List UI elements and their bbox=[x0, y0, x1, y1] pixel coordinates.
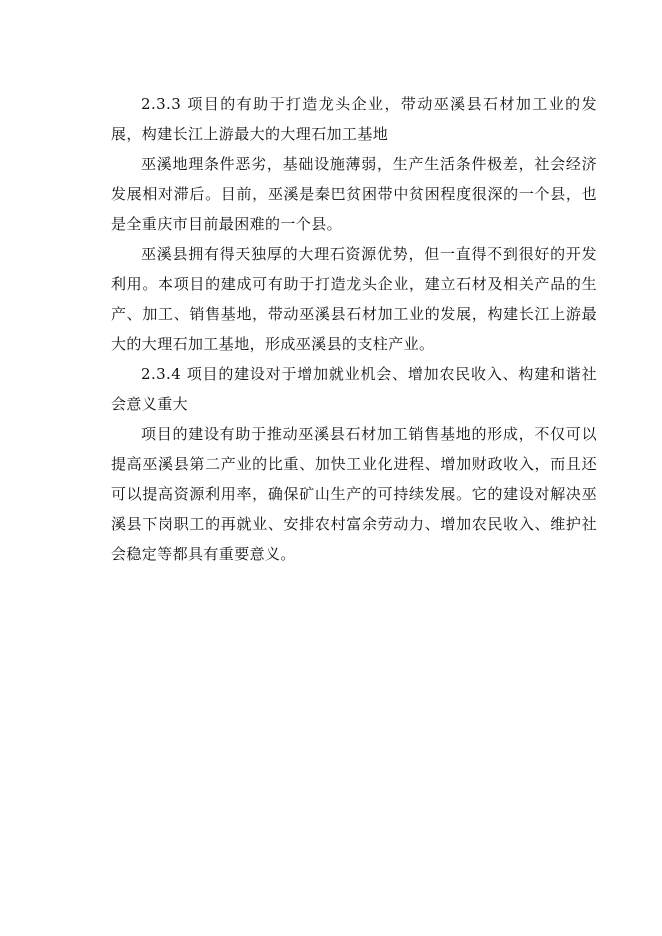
paragraph-marble-resources: 巫溪县拥有得天独厚的大理石资源优势，但一直得不到很好的开发利用。本项目的建成可有助于打造龙头企业，建立石材及相关产品的生产、加工、销售基地，带动巫溪县石材加工业的发展，构建长江上游最大的大理石加工基地，形成巫溪县的支柱产业。 bbox=[111, 245, 597, 353]
section-heading-2-3-3: 2.3.3 项目的有助于打造龙头企业，带动巫溪县石材加工业的发展，构建长江上游最大的大理石加工基地 bbox=[111, 95, 597, 143]
section-heading-2-3-4: 2.3.4 项目的建设对于增加就业机会、增加农民收入、构建和谐社会意义重大 bbox=[111, 365, 597, 413]
document-body bbox=[111, 89, 597, 569]
paragraph-employment: 项目的建设有助于推动巫溪县石材加工销售基地的形成，不仅可以提高巫溪县第二产业的比重、加快工业化进程、增加财政收入，而且还可以提高资源利用率，确保矿山生产的可持续发展。它的建设对解决巫溪县下岗职工的再就业、安排农村富余劳动力、增加农民收入、维护社会稳定等都具有重要意义。 bbox=[111, 425, 597, 563]
paragraph-geography: 巫溪地理条件恶劣，基础设施薄弱，生产生活条件极差，社会经济发展相对滞后。目前，巫溪是秦巴贫困带中贫困程度很深的一个县，也是全重庆市目前最困难的一个县。 bbox=[111, 155, 597, 233]
